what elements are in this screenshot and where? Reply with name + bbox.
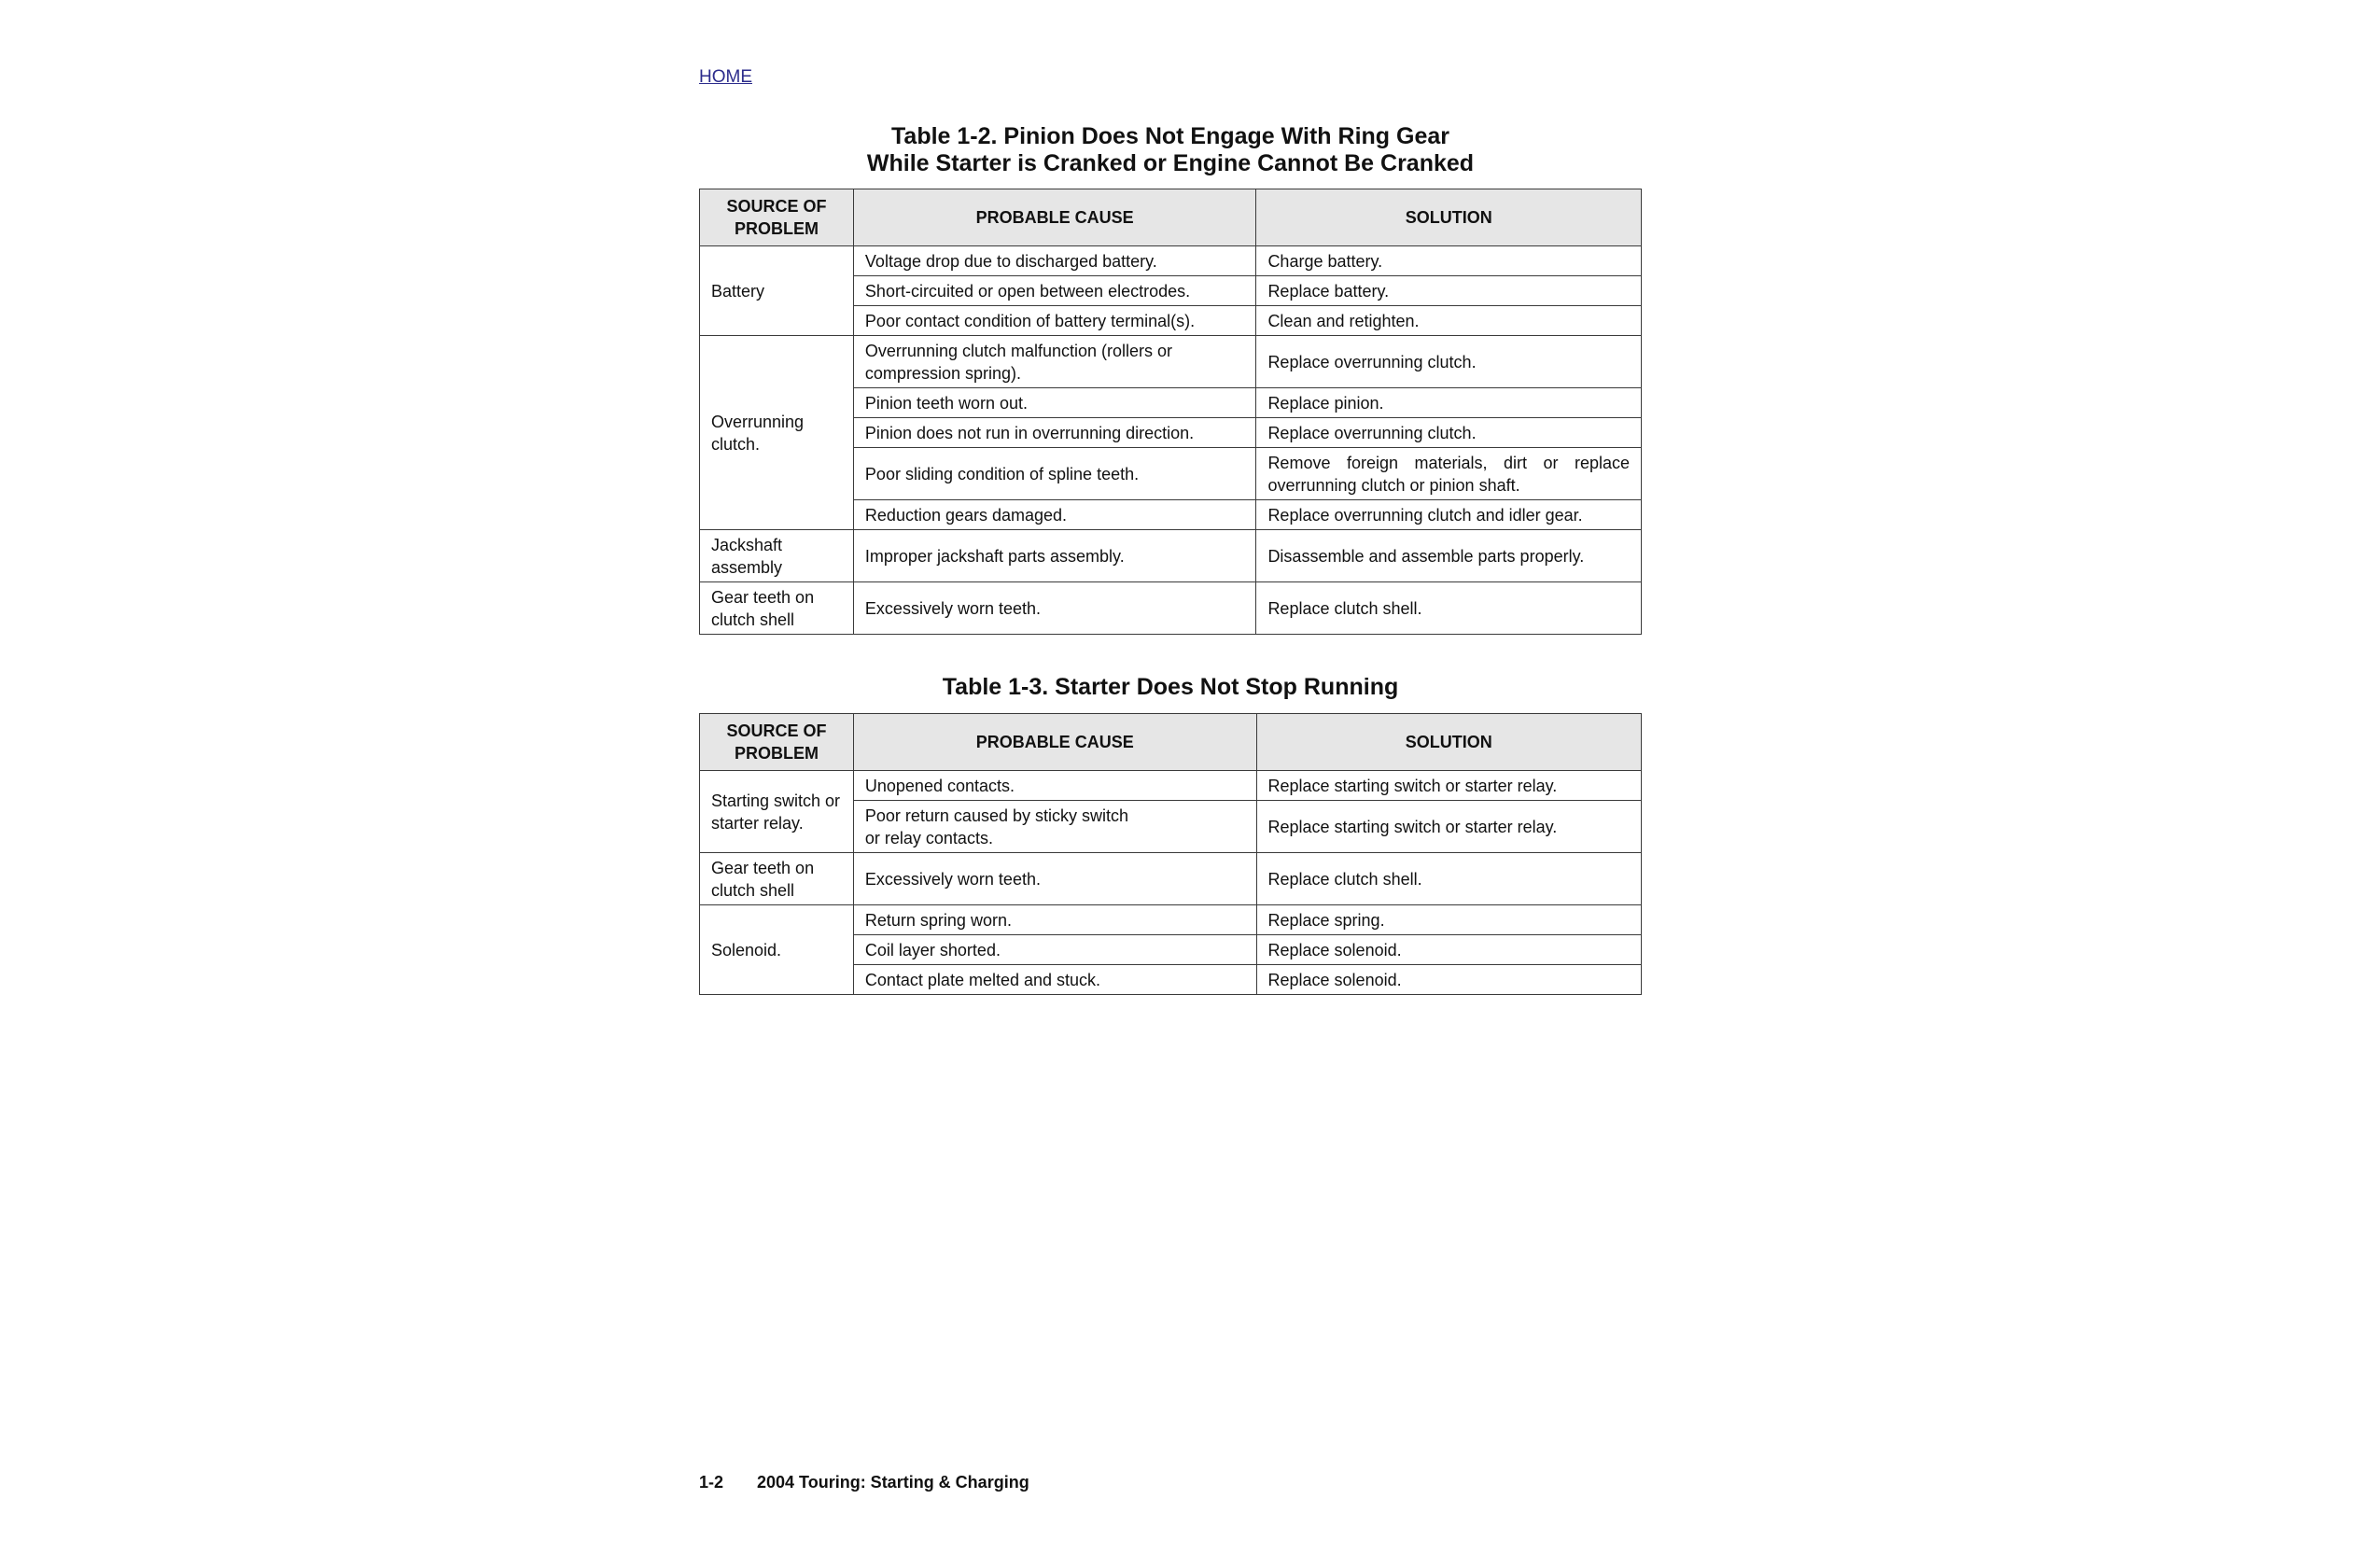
solution-cell: Replace starting switch or starter relay.: [1256, 801, 1642, 853]
table-1-3: [699, 713, 1642, 995]
header-cause: PROBABLE CAUSE: [853, 714, 1256, 771]
cause-cell: Excessively worn teeth.: [853, 853, 1256, 905]
home-link[interactable]: HOME: [699, 67, 752, 87]
table-1-2-title-line2: While Starter is Cranked or Engine Cannot Be Cranked: [866, 150, 1475, 176]
table-header-row: [700, 714, 1642, 771]
solution-cell: Replace overrunning clutch.: [1256, 418, 1642, 448]
solution-cell: Replace solenoid.: [1256, 935, 1642, 965]
solution-cell: Replace spring.: [1256, 905, 1642, 935]
cause-cell: Pinion teeth worn out.: [853, 388, 1256, 418]
table-1-2: [699, 189, 1642, 635]
cause-cell: Improper jackshaft parts assembly.: [853, 530, 1256, 582]
cause-cell: Unopened contacts.: [853, 771, 1256, 801]
header-cause: PROBABLE CAUSE: [853, 189, 1256, 246]
source-cell: Gear teeth on clutch shell: [700, 853, 854, 905]
page-number: 1-2: [699, 1473, 724, 1492]
source-cell: Starting switch or starter relay.: [700, 771, 854, 853]
source-cell: Gear teeth on clutch shell: [700, 582, 854, 635]
cause-cell: Excessively worn teeth.: [853, 582, 1256, 635]
source-cell: Battery: [700, 246, 854, 336]
header-source: SOURCE OF PROBLEM: [700, 189, 854, 246]
cause-cell: Short-circuited or open between electrodes.: [853, 276, 1256, 306]
cause-cell: Poor sliding condition of spline teeth.: [853, 448, 1256, 500]
cause-cell: Voltage drop due to discharged battery.: [853, 246, 1256, 276]
solution-cell: Replace solenoid.: [1256, 965, 1642, 995]
solution-cell: Replace pinion.: [1256, 388, 1642, 418]
cause-cell: Poor contact condition of battery terminal(s).: [853, 306, 1256, 336]
source-cell: Jackshaft assembly: [700, 530, 854, 582]
source-cell: Solenoid.: [700, 905, 854, 995]
cause-cell: Return spring worn.: [853, 905, 1256, 935]
table-1-2-title: [699, 123, 1642, 177]
solution-cell: Disassemble and assemble parts properly.: [1256, 530, 1642, 582]
table-row: [700, 336, 1642, 388]
solution-cell: Replace overrunning clutch.: [1256, 336, 1642, 388]
table-1-2-title-line1: Table 1-2. Pinion Does Not Engage With Ring Gear: [891, 123, 1449, 149]
table-1-3-title: Table 1-3. Starter Does Not Stop Running: [942, 674, 1399, 700]
solution-cell: Replace battery.: [1256, 276, 1642, 306]
table-row: [700, 905, 1642, 935]
page-footer: [699, 1473, 1029, 1492]
table-header-row: [700, 189, 1642, 246]
cause-cell: Coil layer shorted.: [853, 935, 1256, 965]
solution-cell: Replace overrunning clutch and idler gear.: [1256, 500, 1642, 530]
cause-cell: Contact plate melted and stuck.: [853, 965, 1256, 995]
table-row: [700, 582, 1642, 635]
header-solution: SOLUTION: [1256, 714, 1642, 771]
solution-cell: Replace clutch shell.: [1256, 582, 1642, 635]
manual-title: 2004 Touring: Starting & Charging: [757, 1473, 1029, 1492]
table-row: [700, 530, 1642, 582]
solution-cell: Remove foreign materials, dirt or replace overrunning clutch or pinion shaft.: [1256, 448, 1642, 500]
table-row: [700, 246, 1642, 276]
solution-cell: Replace clutch shell.: [1256, 853, 1642, 905]
cause-cell: Pinion does not run in overrunning direction.: [853, 418, 1256, 448]
solution-cell: Replace starting switch or starter relay.: [1256, 771, 1642, 801]
cause-cell: Poor return caused by sticky switch or relay contacts.: [853, 801, 1256, 853]
header-solution: SOLUTION: [1256, 189, 1642, 246]
header-source: SOURCE OF PROBLEM: [700, 714, 854, 771]
cause-cell: Overrunning clutch malfunction (rollers or compression spring).: [853, 336, 1256, 388]
solution-cell: Charge battery.: [1256, 246, 1642, 276]
cause-cell: Reduction gears damaged.: [853, 500, 1256, 530]
table-row: [700, 853, 1642, 905]
table-row: [700, 771, 1642, 801]
solution-cell: Clean and retighten.: [1256, 306, 1642, 336]
source-cell: Overrunning clutch.: [700, 336, 854, 530]
